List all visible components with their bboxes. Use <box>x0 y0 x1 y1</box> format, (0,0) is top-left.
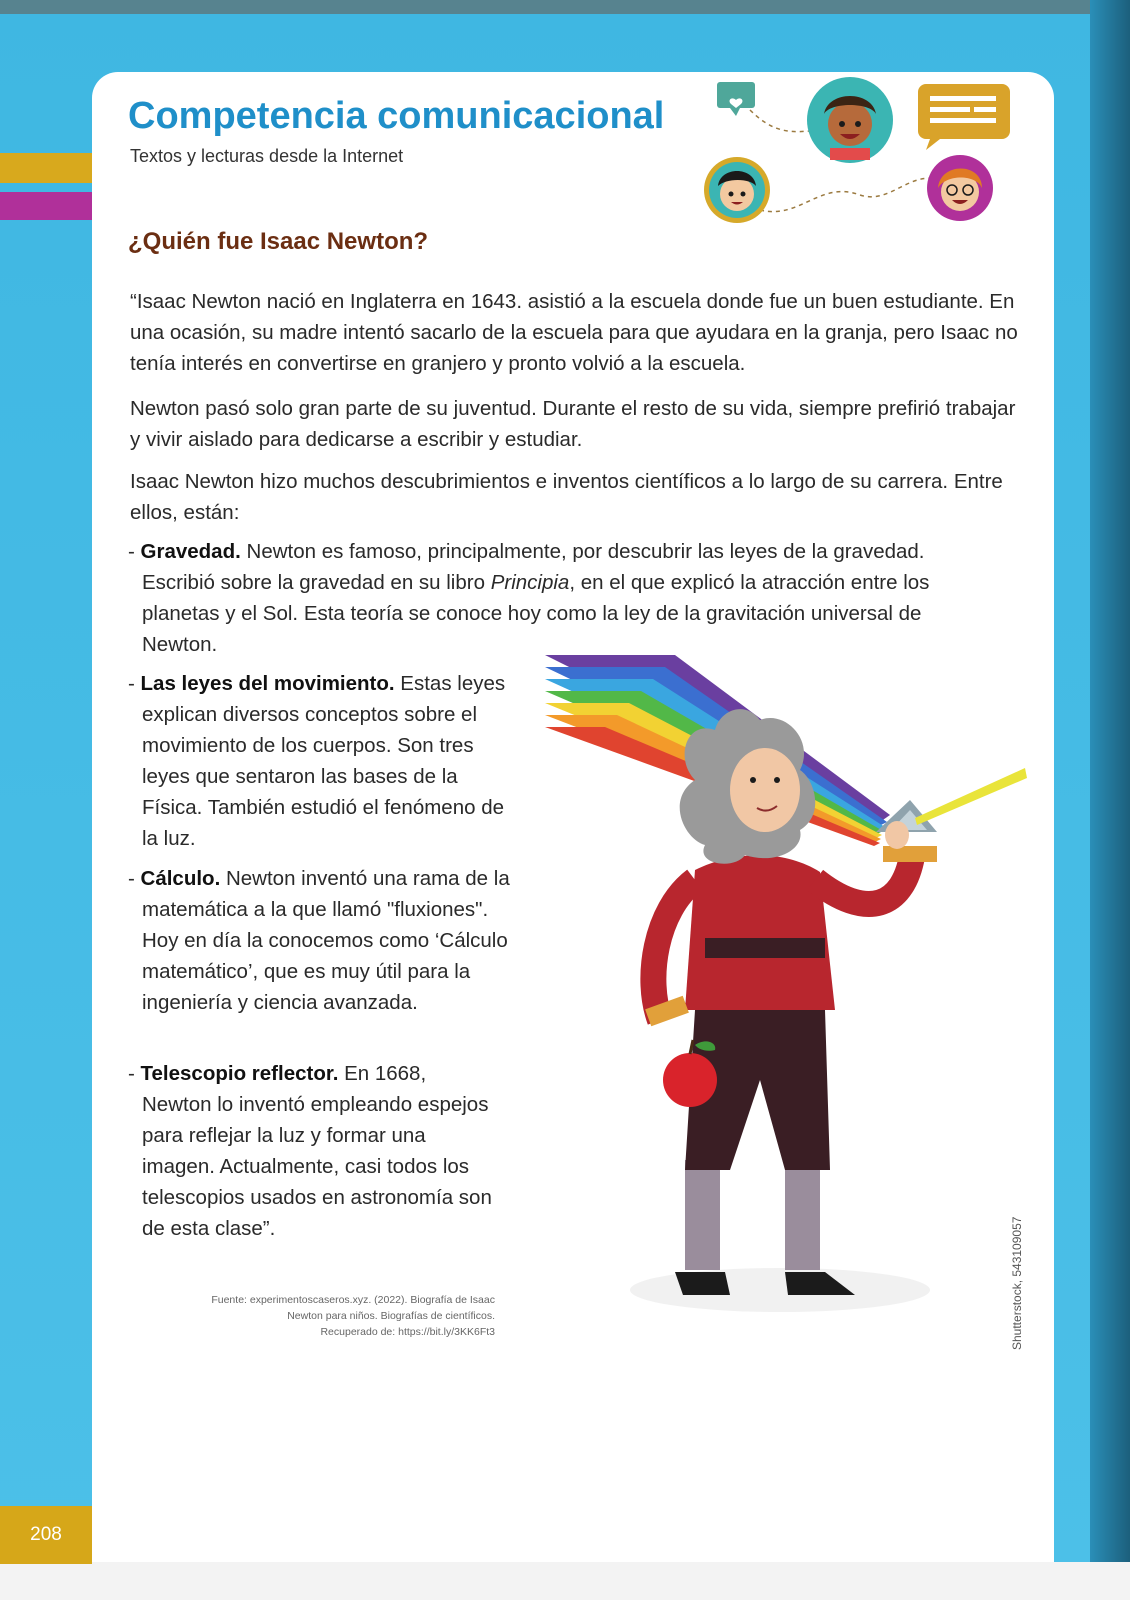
bullet-text: Newton inventó una rama de la matemática a la que llamó "fluxiones". Hoy en día la conocemos como ‘Cálculo matemático’, que es muy útil para la ingeniería y ciencia avanzada. <box>142 867 510 1014</box>
paragraph-intro: “Isaac Newton nació en Inglaterra en 1643. asistió a la escuela donde fue un buen estudiante. En una ocasión, su madre intentó sacarlo de la escuela para que ayudara en la granja, pero Isaac no tenía interés en convertirse en granjero y pronto volvió a la escuela. <box>130 290 1018 375</box>
gold-tab-marker <box>0 153 92 183</box>
light-beam <box>915 768 1027 825</box>
paragraph-discoveries: Isaac Newton hizo muchos descubrimientos e inventos científicos a lo largo de su carrera. Entre ellos, están: <box>130 470 1003 524</box>
book-spine-edge <box>1090 0 1130 1600</box>
bullet-leyes-movimiento: - Las leyes del movimiento. Estas leyes explican diversos conceptos sobre el movimiento de los cuerpos. Son tres leyes que sentaron las bases de la Física. También estudió el fenómeno de la luz. <box>128 672 506 850</box>
bullet-text: Estas leyes explican diversos conceptos sobre el movimiento de los cuerpos. Son tres leyes que sentaron las bases de la Física. También estudió el fenómeno de la luz. <box>142 672 506 850</box>
newton-face <box>730 748 800 832</box>
page-number: 208 <box>30 1524 62 1545</box>
bullet-calculo: - Cálculo. Newton inventó una rama de la matemática a la que llamó "fluxiones". Hoy en día la conocemos como ‘Cálculo matemático’, que es muy útil para la ingeniería y ciencia avanzada. <box>128 867 510 1014</box>
page-number-box <box>0 1506 92 1564</box>
bullet-term: Gravedad. <box>140 540 241 563</box>
source-citation <box>140 1292 495 1340</box>
bullet-text: , en el que explicó la atracción entre los planetas y el Sol. Esta teoría se conoce hoy como la ley de la gravitación universal de Newton. <box>142 571 930 656</box>
bullet-term: Telescopio reflector. <box>140 1062 339 1085</box>
source-line: Newton para niños. Biografías de científicos. <box>287 1310 495 1322</box>
book-title: Principia <box>490 571 570 594</box>
source-line: Fuente: experimentoscaseros.xyz. (2022). Biografía de Isaac <box>211 1294 495 1306</box>
bullet-text: Newton es famoso, principalmente, por descubrir las leyes de la gravedad. Escribió sobre la gravedad en su libro <box>142 540 925 594</box>
bullet-term: Las leyes del movimiento. <box>140 672 395 695</box>
section-title: Competencia comunicacional <box>128 95 665 137</box>
source-line: Recuperado de: https://bit.ly/3KK6Ft3 <box>320 1326 495 1338</box>
paragraph-youth: Newton pasó solo gran parte de su juventud. Durante el resto de su vida, siempre prefirió trabajar y vivir aislado para dedicarse a escribir y estudiar. <box>130 397 1016 451</box>
bullet-text: En 1668, Newton lo inventó empleando espejos para reflejar la luz y formar una imagen. Actualmente, casi todos los telescopios usados en astronomía son de esta clase”. <box>142 1062 492 1240</box>
page-bottom-edge <box>0 1562 1130 1600</box>
apple-icon <box>663 1053 717 1107</box>
bullet-gravedad: - Gravedad. Newton es famoso, principalmente, por descubrir las leyes de la gravedad. Escribió sobre la gravedad en su libro Principia, en el que explicó la atracción entre los planetas y el Sol. Esta teoría se conoce hoy como la ley de la gravitación universal de Newton. <box>128 540 930 656</box>
header-kids-illustration <box>690 70 1020 230</box>
page-top-shadow <box>0 0 1130 14</box>
bullet-term: Cálculo. <box>140 867 221 890</box>
magenta-tab-marker <box>0 192 92 220</box>
article-title: ¿Quién fue Isaac Newton? <box>128 228 429 255</box>
newton-illustration <box>545 650 1035 1330</box>
image-credit: Shutterstock, 543109057 <box>1010 1216 1024 1350</box>
section-subtitle: Textos y lecturas desde la Internet <box>130 146 404 166</box>
bullet-telescopio: - Telescopio reflector. En 1668, Newton lo inventó empleando espejos para reflejar la luz y formar una imagen. Actualmente, casi todos los telescopios usados en astronomía son de esta clase”. <box>128 1062 492 1240</box>
